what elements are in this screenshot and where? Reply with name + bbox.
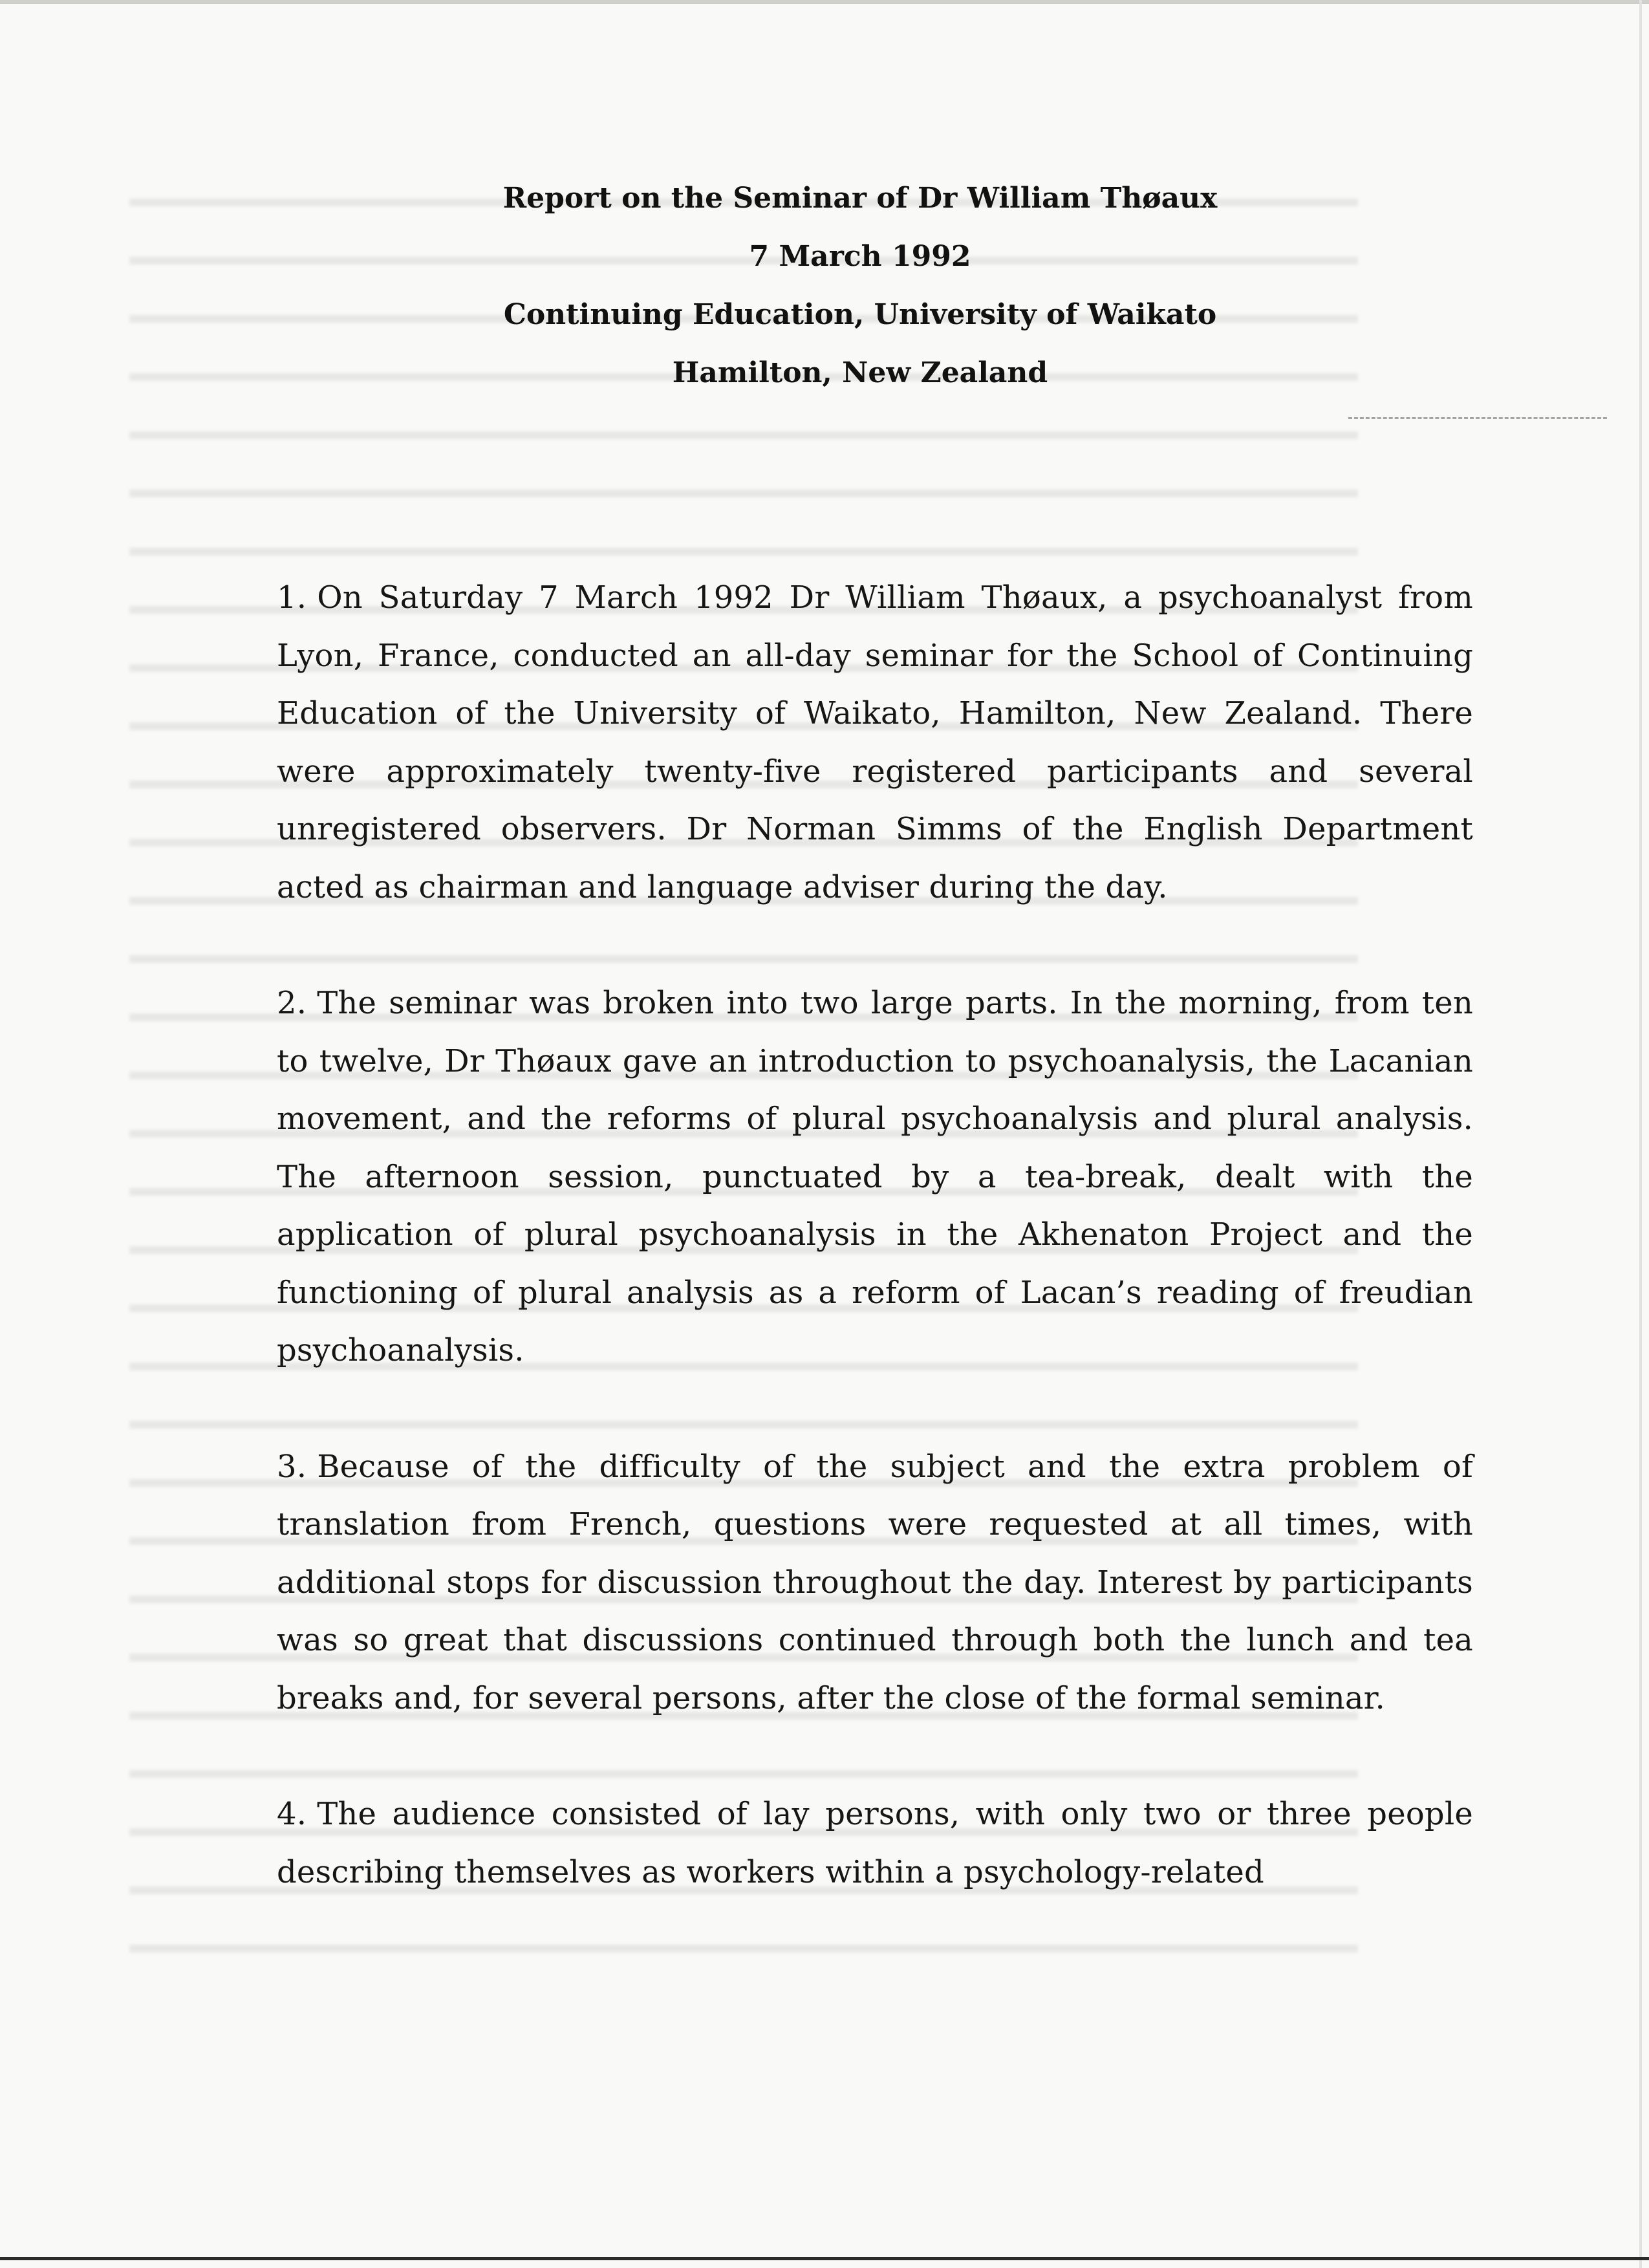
scan-edge-right <box>1639 0 1642 2268</box>
paragraph-text: On Saturday 7 March 1992 Dr William Thøaux, a psychoanalyst from Lyon, France, conducted an all-day seminar for the School of Continuing Education of the University of Waikato, Hamilton, New Zealand. There were approximately twenty-five registered participants and several unregistered observers. Dr Norman Simms of the English Department acted as chairman and language adviser during the day. <box>277 579 1473 905</box>
paragraph-number: 2. <box>277 985 307 1021</box>
paragraph-number: 4. <box>277 1796 307 1832</box>
report-date: 7 March 1992 <box>749 240 971 273</box>
paragraph-text: The seminar was broken into two large parts. In the morning, from ten to twelve, Dr Thøaux gave an introduction to psychoanalysis, the Lacanian movement, and the reforms of plural psychoanalysis and plural analysis. The afternoon session, punctuated by a tea-break, dealt with the application of plural psychoanalysis in the Akhenaton Project and the functioning of plural analysis as a reform of Lacan’s reading of freudian psychoanalysis. <box>277 985 1473 1368</box>
paragraph-3 <box>277 1438 1473 1728</box>
report-department: Continuing Education, University of Waikato <box>503 298 1217 331</box>
report-title: Report on the Seminar of Dr William Thøaux <box>502 182 1218 215</box>
paragraph-4 <box>277 1786 1473 1901</box>
report-header <box>278 169 1442 402</box>
paragraph-text: Because of the difficulty of the subject and the extra problem of translation from French, questions were requested at all times, with additional stops for discussion throughout the day. Interest by participants was so great that discussions continued through both the lunch and tea breaks and, for several persons, after the close of the formal seminar. <box>277 1448 1473 1716</box>
report-body <box>277 569 1473 1960</box>
scan-edge-top <box>0 0 1649 4</box>
scan-edge-bottom <box>0 2257 1649 2260</box>
paragraph-text: The audience consisted of lay persons, with only two or three people describing themselves as workers within a psychology-related <box>277 1796 1473 1890</box>
report-location: Hamilton, New Zealand <box>672 356 1048 389</box>
paragraph-number: 3. <box>277 1448 307 1485</box>
paragraph-number: 1. <box>277 579 307 616</box>
margin-rule-mark <box>1348 417 1607 419</box>
paragraph-2 <box>277 975 1473 1380</box>
paragraph-1 <box>277 569 1473 916</box>
